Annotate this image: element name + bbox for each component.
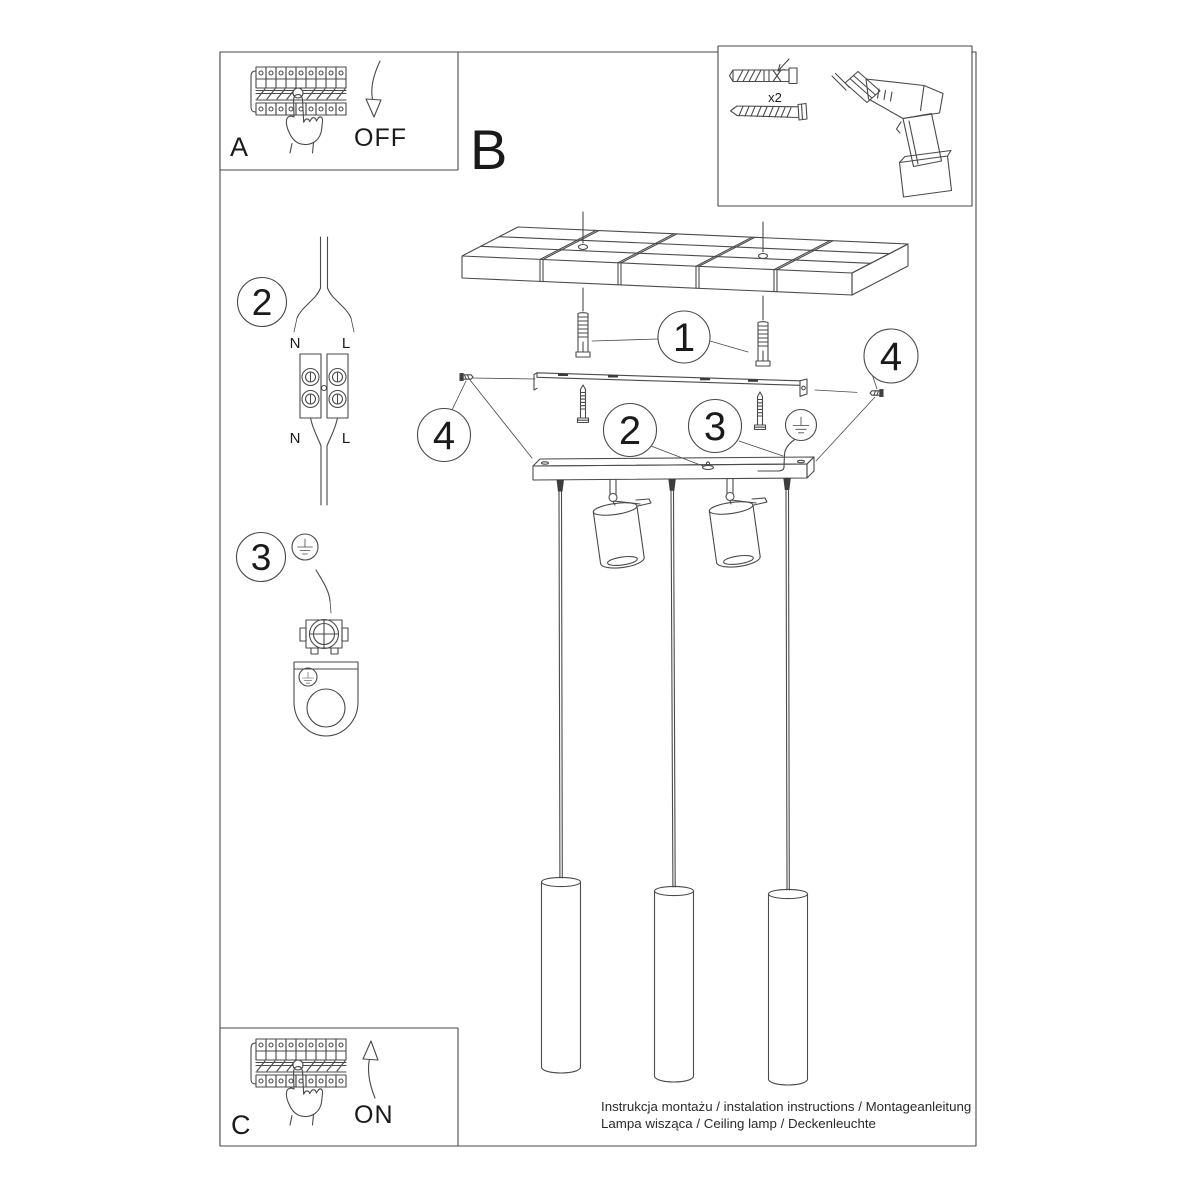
wire-merge-bottom [311, 418, 338, 446]
ground-clamp [300, 620, 348, 655]
footer-product-name: Lampa wisząca / Ceiling lamp / Deckenleuchte [601, 1116, 876, 1131]
power-on-label: ON [354, 1101, 394, 1129]
callout-screw-left [418, 409, 471, 462]
fixing-screw-left [460, 374, 473, 381]
svg-text:1: 1 [672, 316, 696, 360]
mounting-strip [534, 373, 807, 397]
canopy-bracket-detail [294, 662, 358, 736]
spot-head-right [709, 479, 767, 570]
lamp-cable-bottom [321, 446, 327, 505]
neutral-label-bottom: N [289, 430, 301, 447]
pendant-tube-2 [655, 886, 694, 1082]
plug-count-label: x2 [768, 90, 782, 105]
bare-wire-ends-top [294, 318, 354, 332]
callout-ground [689, 400, 742, 453]
callout-leader-lines [452, 339, 877, 466]
svg-text:4: 4 [432, 414, 456, 458]
wall-plug-right [756, 322, 770, 366]
power-off-label: OFF [354, 124, 407, 152]
ground-step-number: 3 [250, 537, 272, 578]
pendant-tube-1 [542, 877, 581, 1073]
spot-head-left [593, 479, 651, 570]
terminal-block [300, 354, 348, 418]
sheet-border [220, 52, 976, 1146]
assembly-diagram [418, 212, 919, 1085]
step-a-label: A [230, 132, 249, 162]
wiring-step-number: 2 [251, 282, 273, 323]
neutral-label-top: N [289, 335, 301, 352]
pendant-tube-3 [769, 889, 808, 1085]
mains-cable-top [321, 237, 328, 288]
fixing-screw-right [870, 390, 883, 397]
svg-text:2: 2 [618, 409, 642, 453]
wire-split-top [297, 288, 351, 318]
wall-plug-left [576, 313, 590, 357]
step-b-label: B [470, 118, 508, 181]
grounding-step [237, 533, 359, 737]
pendant-cable-1 [559, 492, 562, 879]
canopy [533, 457, 814, 480]
step-c-label: C [231, 1110, 251, 1140]
live-label-top: L [341, 335, 351, 352]
svg-text:4: 4 [879, 335, 903, 379]
pendant-cable-2 [671, 491, 675, 887]
callout-anchor [658, 311, 710, 363]
callout-screw-right [864, 329, 918, 383]
ground-wire-bare-end [330, 601, 331, 613]
screw-right [755, 392, 766, 430]
footer-instructions: Instrukcja montażu / instalation instructions / Montageanleitung [601, 1099, 972, 1114]
ground-wire [316, 570, 330, 601]
screw-left [578, 385, 589, 423]
svg-text:3: 3 [703, 405, 727, 449]
ceiling-panel [462, 227, 908, 295]
wiring-step [238, 237, 355, 505]
pendant-cable-3 [786, 490, 789, 890]
live-label-bottom: L [341, 430, 351, 447]
callout-wiring [604, 404, 657, 457]
